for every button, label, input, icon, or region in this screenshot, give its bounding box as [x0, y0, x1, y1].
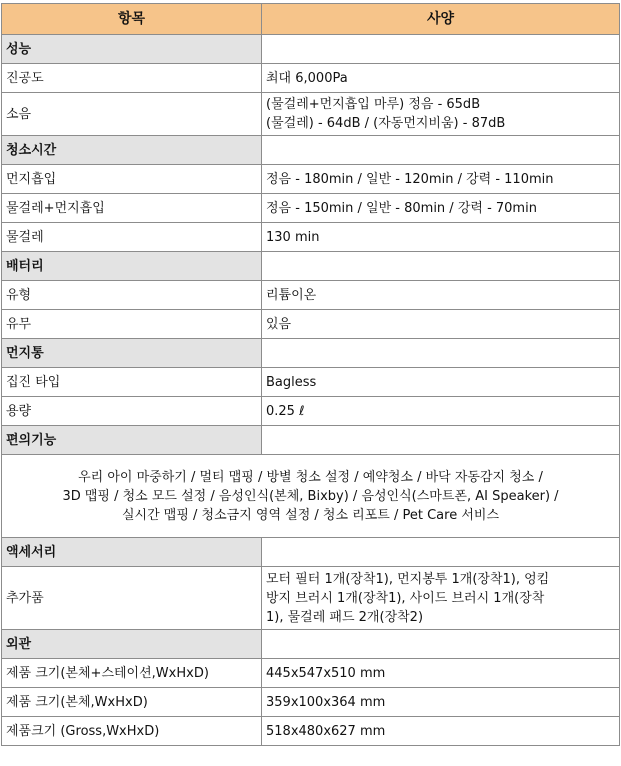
section-blank	[262, 136, 620, 165]
row-label: 제품크기 (Gross,WxHxD)	[2, 717, 262, 746]
row-value: Bagless	[262, 368, 620, 397]
value-line: 1), 물걸레 패드 2개(장착2)	[266, 609, 424, 625]
row-label: 용량	[2, 397, 262, 426]
section-blank	[262, 538, 620, 567]
table-row	[2, 93, 620, 136]
section-title-cleaning-time: 청소시간	[2, 136, 262, 165]
convenience-features	[2, 455, 620, 538]
row-label: 제품 크기(본체,WxHxD)	[2, 688, 262, 717]
row-value	[262, 567, 620, 630]
row-value: 정음 - 180min / 일반 - 120min / 강력 - 110min	[262, 165, 620, 194]
section-row-cleaning-time	[2, 136, 620, 165]
table-row-convenience	[2, 455, 620, 538]
section-blank	[262, 426, 620, 455]
header-item: 항목	[2, 4, 262, 35]
row-label: 소음	[2, 93, 262, 136]
feature-line: 실시간 맵핑 / 청소금지 영역 설정 / 청소 리포트 / Pet Care 서비스	[121, 507, 500, 523]
row-label: 물걸레	[2, 223, 262, 252]
value-line: (물걸레) - 64dB / (자동먼지비움) - 87dB	[266, 116, 506, 131]
row-label: 진공도	[2, 64, 262, 93]
section-title-performance: 성능	[2, 35, 262, 64]
table-row	[2, 281, 620, 310]
table-row	[2, 165, 620, 194]
table-row	[2, 659, 620, 688]
table-row	[2, 368, 620, 397]
section-title-dustbin: 먼지통	[2, 339, 262, 368]
row-value: 있음	[262, 310, 620, 339]
section-title-exterior: 외관	[2, 630, 262, 659]
section-blank	[262, 35, 620, 64]
row-value: 518x480x627 mm	[262, 717, 620, 746]
table-row	[2, 223, 620, 252]
row-value	[262, 93, 620, 136]
row-label: 제품 크기(본체+스테이션,WxHxD)	[2, 659, 262, 688]
section-blank	[262, 630, 620, 659]
section-row-performance	[2, 35, 620, 64]
table-row	[2, 717, 620, 746]
row-value: 445x547x510 mm	[262, 659, 620, 688]
section-title-accessories: 액세서리	[2, 538, 262, 567]
row-value: 최대 6,000Pa	[262, 64, 620, 93]
row-value: 130 min	[262, 223, 620, 252]
spec-table	[1, 3, 620, 746]
feature-line: 3D 맵핑 / 청소 모드 설정 / 음성인식(본체, Bixby) / 음성인식(스마트폰, AI Speaker) /	[62, 488, 559, 504]
row-value: 정음 - 150min / 일반 - 80min / 강력 - 70min	[262, 194, 620, 223]
row-value: 0.25 ℓ	[262, 397, 620, 426]
value-line: 방지 브러시 1개(장착1), 사이드 브러시 1개(장착	[266, 590, 545, 606]
row-value: 359x100x364 mm	[262, 688, 620, 717]
value-line: (물걸레+먼지흡입 마루) 정음 - 65dB	[266, 97, 481, 112]
row-value: 리튬이온	[262, 281, 620, 310]
row-label: 유형	[2, 281, 262, 310]
row-label: 먼지흡입	[2, 165, 262, 194]
table-row	[2, 567, 620, 630]
section-row-accessories	[2, 538, 620, 567]
table-row	[2, 397, 620, 426]
table-row	[2, 688, 620, 717]
section-blank	[262, 339, 620, 368]
table-row	[2, 64, 620, 93]
table-row	[2, 310, 620, 339]
table-row	[2, 194, 620, 223]
section-title-battery: 배터리	[2, 252, 262, 281]
section-row-convenience	[2, 426, 620, 455]
header-spec: 사양	[262, 4, 620, 35]
header-row	[2, 4, 620, 35]
row-label: 추가품	[2, 567, 262, 630]
section-row-battery	[2, 252, 620, 281]
section-title-convenience: 편의기능	[2, 426, 262, 455]
section-row-exterior	[2, 630, 620, 659]
row-label: 물걸레+먼지흡입	[2, 194, 262, 223]
section-row-dustbin	[2, 339, 620, 368]
row-label: 유무	[2, 310, 262, 339]
row-label: 집진 타입	[2, 368, 262, 397]
section-blank	[262, 252, 620, 281]
feature-line: 우리 아이 마중하기 / 멀티 맵핑 / 방별 청소 설정 / 예약청소 / 바닥 자동감지 청소 /	[78, 469, 543, 485]
value-line: 모터 필터 1개(장착1), 먼지봉투 1개(장착1), 엉킴	[266, 571, 550, 587]
